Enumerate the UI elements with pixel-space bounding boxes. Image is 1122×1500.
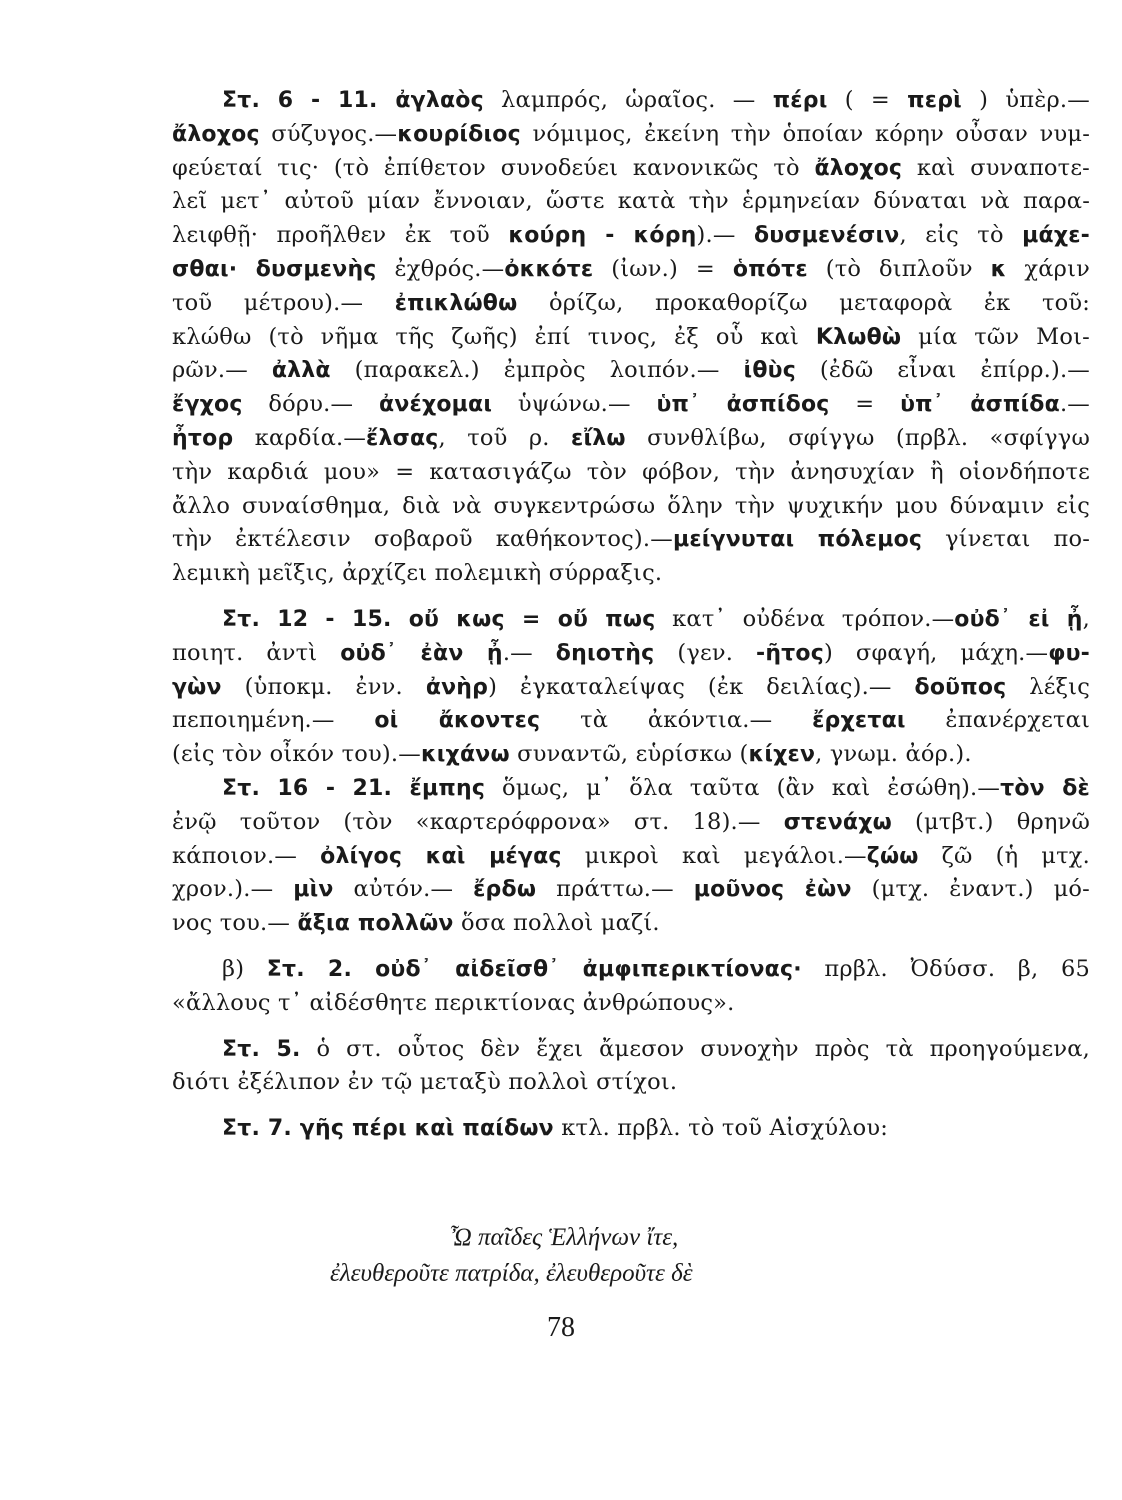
text-line [172,287,1090,321]
text-segment: κλώθω (τὸ νῆμα τῆς ζωῆς) ἐπί τινος, ἐξ οὗ καὶ [172,323,816,350]
text-line [172,490,1090,524]
text-segment: (μτχ. ἐναντ.) μό- [851,876,1090,903]
headword: ὀλίγος καὶ μέγας [320,843,562,869]
text-line [172,1033,1090,1067]
text-segment: συνθλίβω, σφίγγω (πρβλ. «σφίγγω [625,424,1090,451]
text-segment: ) σφαγή, μάχη.— [823,639,1049,666]
text-segment: = [829,391,901,418]
text-segment: χρον.).— [172,876,294,903]
headword: μοῦνος ἐὼν [693,877,852,903]
text-segment: ὅσα πολλοὶ μαζί. [453,910,660,937]
headword: μάχε- [1022,223,1090,249]
text-segment: (τὸ διπλοῦν [807,255,991,282]
headword: κιχάνω [420,742,510,768]
text-segment: , [1082,605,1090,632]
headword: Στ. 12 - 15. [222,606,409,632]
text-segment: (μτβτ.) θρηνῶ [891,808,1090,835]
text-segment: «ἄλλους τ᾽ αἰδέσθητε περικτίονας ἀνθρώπους». [172,989,735,1016]
headword: Κλωθὼ [815,324,902,350]
poem-line-2: ἐλευθεροῦτε πατρίδα, ἐλευθεροῦτε δὲ [330,1260,693,1287]
paragraph-gap [172,1100,1090,1112]
paragraph-gap [172,941,1090,953]
headword: τὸν δὲ [1000,775,1090,801]
text-segment: ) ἐγκαταλείψας (ἐκ δειλίας).— [488,673,915,700]
headword: ἔλσας [366,425,439,451]
text-segment: λαμπρός, ὡραῖος. — [483,87,773,113]
text-segment: λειφθῇ· προῆλθεν ἐκ τοῦ [172,222,509,249]
headword: ζώω [866,843,919,869]
text-segment: .— [502,639,556,666]
text-segment: .— [1059,391,1090,418]
headword: κούρη - κόρη [508,223,697,249]
text-segment: ἐνῷ τοῦτον (τὸν «καρτερόφρονα» στ. 18).— [172,808,784,835]
headword: ἔγχος [172,392,243,418]
text-segment: διότι ἐξέλιπον ἐν τῷ μεταξὺ πολλοὶ στίχοι. [172,1069,678,1096]
text-segment: πεποιημένη.— [172,707,375,734]
text-line [172,456,1090,490]
headword: Στ. 5. [222,1036,301,1062]
text-segment: ποιητ. ἀντὶ [172,639,341,666]
text-line [172,388,1090,422]
text-segment: ἐπανέρχεται [905,707,1090,734]
text-segment: χάριν [1006,255,1090,282]
text-segment: νόμιμος, ἐκείνη τὴν ὁποίαν κόρην οὖσαν νυμ- [520,120,1090,147]
text-segment: (ὑποκμ. ἐνν. [221,673,426,700]
headword: εἴλω [571,425,626,451]
text-segment: , τοῦ ρ. [438,424,572,451]
headword: ἀνὴρ [425,674,489,700]
headword: φυ- [1048,640,1090,666]
text-segment: ἐχθρός.— [376,255,505,282]
headword: στενάχω [783,809,892,835]
text-segment: σύζυγος.— [259,120,398,147]
text-segment: (γεν. [654,639,756,666]
text-segment: πράττω.— [536,876,694,903]
text-line [172,557,1090,591]
text-segment: φεύεταί τις· (τὸ ἐπίθετον συνοδεύει κανονικῶς τὸ [172,154,815,181]
paragraph-gap [172,1021,1090,1033]
headword: κ [990,256,1007,282]
text-line [172,523,1090,557]
text-segment: ) ὑπὲρ.— [961,87,1090,113]
text-segment: , εἰς τὸ [899,222,1023,249]
headword: ὀκκότε [504,256,594,282]
headword: ἔμπης [409,775,486,801]
paragraph-gap [172,591,1090,603]
text-line [172,840,1090,874]
headword: ἀγλαὸς [395,88,484,113]
headword: Στ. 16 - 21. [222,775,410,801]
headword: σθαι· δυσμενὴς [172,256,377,282]
headword: οὔ κως = οὔ πως [408,606,656,632]
text-line [172,873,1090,907]
text-segment: γίνεται πο- [922,526,1090,553]
aeschylus-quote [330,1220,810,1292]
text-segment: πρβλ. Ὀδύσσ. β, 65 [801,955,1090,982]
headword: κίχεν [748,742,816,768]
headword: ἔρχεται [812,708,906,734]
text-line [172,637,1090,671]
headword: ἀλλὰ [271,358,331,384]
headword: μείγνυται πόλεμος [672,527,923,553]
text-segment: κτλ. πρβλ. τὸ τοῦ Αἰσχύλου: [553,1115,889,1142]
headword: γὼν [172,674,222,700]
text-segment: , γνωμ. ἀόρ.). [815,741,972,768]
headword: περὶ [907,88,962,113]
headword: δηιοτὴς [555,640,655,666]
text-segment: ὁ στ. οὗτος δὲν ἔχει ἄμεσον συνοχὴν πρὸς τὰ προηγούμενα, [300,1035,1090,1062]
headword: ἄξια πολλῶν [297,911,454,937]
text-segment: μία τῶν Μοι- [901,323,1090,350]
text-line [172,1112,1090,1146]
text-line [172,907,1090,941]
text-line [172,253,1090,287]
text-segment: ὅμως, μ᾽ ὅλα ταῦτα (ἂν καὶ ἐσώθη).— [485,774,1001,801]
headword: ἦτορ [172,425,234,451]
text-segment: τὴν καρδιά μου» = κατασιγάζω τὸν φόβον, τὴν ἀνησυχίαν ἢ οἱονδήποτε [172,458,1090,485]
text-line [172,806,1090,840]
text-segment: τὰ ἀκόντια.— [540,707,813,734]
text-segment: ( = [827,87,908,113]
text-line [172,185,1090,219]
headword: κουρίδιος [397,121,521,147]
headword: Στ. 7. γῆς πέρι καὶ παίδων [222,1116,554,1142]
text-segment: (εἰς τὸν οἶκόν του).— [172,741,421,768]
text-segment: ).— [696,222,754,249]
text-segment: λεῖ μετ᾽ αὐτοῦ μίαν ἔννοιαν, ὥστε κατὰ τὴν ἑρμηνείαν δύναται νὰ παρα- [172,188,1090,215]
text-line [172,671,1090,705]
text-line [172,152,1090,186]
headword: ἄλοχος [172,121,260,147]
headword: οὐδ᾽ εἰ ᾖ [954,606,1083,632]
text-line [172,738,1090,772]
text-line [172,354,1090,388]
text-line [172,603,1090,637]
text-line [172,84,1090,118]
headword: Στ. 2. οὐδ᾽ αἰδεῖσθ᾽ ἀμφιπερικτίονας· [266,956,802,982]
headword: ὑπ᾽ ἀσπίδος [656,392,830,418]
text-segment: μικροὶ καὶ μεγάλοι.— [561,842,867,869]
text-segment: ζῶ (ἡ μτχ. [918,842,1090,869]
text-segment: ἄλλο συναίσθημα, διὰ νὰ συγκεντρώσω ὅλην τὴν ψυχικήν μου δύναμιν εἰς [172,492,1090,519]
text-line [172,219,1090,253]
headword: οἱ ἄκοντες [374,708,541,734]
text-segment: τὴν ἐκτέλεσιν σοβαροῦ καθήκοντος).— [172,526,673,553]
headword: ἔρδω [473,877,537,903]
headword: ὁπότε [732,256,808,282]
headword: δοῦπος [914,674,1007,700]
headword: δυσμενέσιν [753,223,900,249]
headword: ὑπ᾽ ἀσπίδα [900,392,1060,418]
text-segment: δόρυ.— [242,391,379,418]
text-segment: κατ᾽ οὐδένα τρόπον.— [655,605,955,632]
text-line [172,772,1090,806]
text-segment: ὁρίζω, προκαθορίζω μεταφορὰ ἐκ τοῦ: [517,289,1090,316]
text-segment: καρδία.— [233,424,367,451]
text-segment: (ἐδῶ εἶναι ἐπίρρ.).— [795,357,1090,384]
text-line [172,1066,1090,1100]
text-segment: νος του.— [172,910,298,937]
text-segment: αὐτόν.— [333,876,474,903]
text-segment: ὑψώνω.— [492,391,657,418]
headword: μὶν [293,877,334,903]
text-segment: β) [222,955,267,982]
headword: πέρι [772,88,828,113]
text-segment: κάποιον.— [172,842,321,869]
headword: -ῆτος [755,640,824,666]
text-segment: λεμικὴ μεῖξις, ἀρχίζει πολεμικὴ σύρραξις. [172,560,663,587]
text-line [172,704,1090,738]
text-line [172,118,1090,152]
text-segment: καὶ συναποτε- [902,154,1090,181]
headword: Στ. 6 - 11. [222,88,396,113]
text-line [172,422,1090,456]
text-segment: (ἰων.) = [593,255,733,282]
headword: ἀνέχομαι [379,392,493,418]
text-segment: λέξις [1006,673,1090,700]
text-segment: συναντῶ, εὑρίσκω ( [509,741,749,768]
headword: ἰθὺς [743,358,796,384]
text-line [172,321,1090,355]
text-segment: ρῶν.— [172,357,272,384]
text-segment: τοῦ μέτρου).— [172,289,395,316]
page-number: 78 [547,1312,575,1343]
commentary-text [172,84,1090,1146]
text-segment: (παρακελ.) ἐμπρὸς λοιπόν.— [330,357,744,384]
poem-line-1: Ὦ παῖδες Ἑλλήνων ἴτε, [450,1224,679,1251]
headword: ἄλοχος [814,155,903,181]
text-line [172,987,1090,1021]
headword: οὐδ᾽ ἐὰν ᾖ [340,640,503,666]
headword: ἐπικλώθω [394,290,518,316]
text-line [172,953,1090,987]
